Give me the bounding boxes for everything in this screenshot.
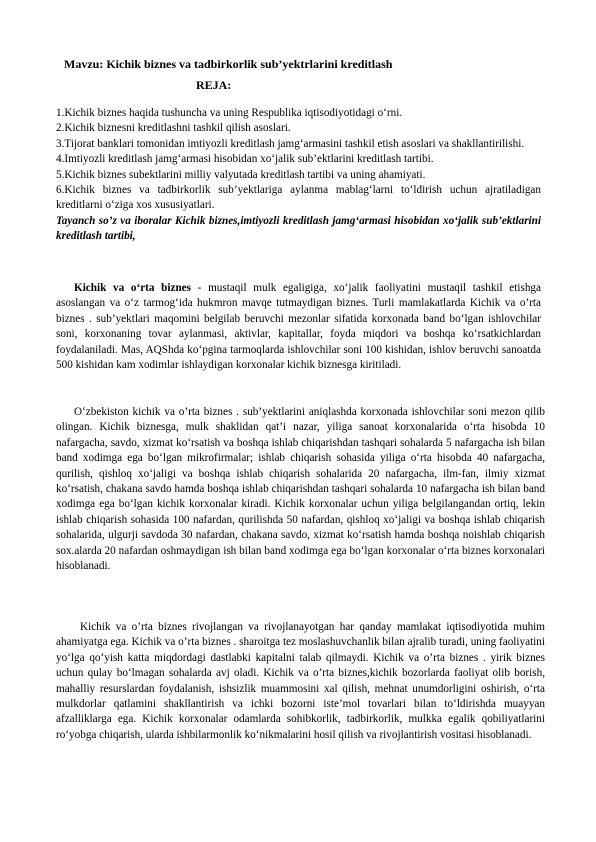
paragraph-2-text: O‘zbekiston kichik va o’rta biznes . sub’yektlarini aniqlashda korxonada ishlovchilar soni mezon qilib olingan. Kichik biznesga, mulk shaklidan qat’i nazar, yiliga sanoat korxonalarida o‘rta hisobda 10 nafargacha, savdo, xizmat ko‘rsatish va boshqa ishlab chiqarishdan tashqari sohalarda 5 nafargacha ish bilan band xodimga ega bo‘lgan mikrofirmalar; ishlab chiqarish sohasida yiliga o‘rta hisobda 40 nafargacha, qurilish, qishloq xo‘jaligi va boshqa ishlab chiqarish sohalarida 20 nafargacha, ilm-fan, ilmiy xizmat ko‘rsatish, chakana savdo hamda boshqa ishlab chiqarishdan tashqari sohalarda 10 nafargacha ish bilan band xodimga ega bo‘lgan kichik korxonalar kiradi. Kichik korxonalar uchun yiliga belgilangandan ortiq, lekin ishlab chiqarish sohasida 100 nafardan, qurilishda 50 nafardan, qishloq xo‘jaligi va boshqa ishlab chiqarish sohalarida, ulgurji savdoda 30 nafardan, chakana savdo, xizmat ko‘rsatish hamda boshqa noishlab chiqarish sox.alarda 20 nafardan oshmaydigan ish bilan band xodimga ega bo‘lgan korxonalar o‘rta biznes korxonalari hisoblanadi. <box>56 406 545 573</box>
plan-item: 6.Kichik biznes va tadbirkorlik sub’yektlariga aylanma mablag‘larni to‘ldirish uchun ajratiladigan kreditlarni o‘ziga xos xususiyatlari. <box>56 184 541 212</box>
paragraph-1 <box>56 281 541 373</box>
paragraph-3 <box>56 620 545 743</box>
plan-item: 5.Kichik biznes subektlarini milliy valyutada kreditlash tartibi va uning ahamiyati. <box>56 168 426 181</box>
key-terms: Tayanch so’z va iboralar Kichik biznes,imtiyozli kreditlash jamg‘armasi hisobidan xo‘jalik sub’ektlarini kreditlash tartibi, <box>56 214 541 243</box>
plan-item: 4.Imtiyozli kreditlash jamg‘armasi hisobidan xo‘jalik sub’ektlarini kreditlash tartibi. <box>56 153 434 166</box>
paragraph-1-term: Kichik va o‘rta biznes <box>74 282 191 294</box>
plan-item: 1.Kichik biznes haqida tushuncha va uning Respublika iqtisodiyotidagi o‘rni. <box>56 107 403 119</box>
paragraph-3-text: Kichik va o’rta biznes rivojlangan va rivojlanayotgan har qanday mamlakat iqtisodiyotida muhim ahamiyatga ega. Kichik va o’rta biznes . sharoitga tez moslashuvchanlik bilan ajralib turadi, uning faoliyatini yo‘lga qo‘yish katta miqdordagi dastlabki kapitalni talab qilmaydi. Kichik va o’rta biznes . yirik biznes uchun qulay bo‘lmagan sohalarda avj oladi. Kichik va o’rta biznes,kichik bozorlarda faoliyat olib borish, mahalliy resurslardan foydalanish, ishsizlik muammosini xal qilish, mehnat unumdorligini oshirish, o‘rta mulkdorlar qatlamini shakllantirish va ichki bozorni iste’mol tovarlari bilan to‘ldirishda muayyan afzalliklarga ega. Kichik korxonalar odamlarda sohibkorlik, tadbirkorlik, mulkka egalik qobiliyatlarini ro‘yobga chiqarish, ularda ishbilarmonlik ko‘nikmalarini hosil qilish va rivojlantirish vositasi hisoblanadi. <box>56 621 545 741</box>
plan-item: 3.Tijorat banklari tomonidan imtiyozli kreditlash jamg‘armasini tashkil etish asoslari va shakllantirilishi. <box>56 137 525 150</box>
paragraph-2 <box>56 405 545 574</box>
plan-item: 2.Kichik biznesni kreditlashni tashkil qilish asoslari. <box>56 122 291 135</box>
plan-heading: REJA: <box>196 78 232 92</box>
plan-list <box>56 106 541 245</box>
document-title: Mavzu: Kichik biznes va tadbirkorlik sub’yektrlarini kreditlash <box>64 57 393 71</box>
paragraph-1-text: - mustaqil mulk egaligiga, xo‘jalik faoliyatini mustaqil tashkil etishga asoslangan va o‘z tarmog‘ida hukmron mavqe tutmaydigan biznes. Turli mamlakatlarda Kichik va o’rta biznes . sub’yektlari maqomini belgilab beruvchi mezonlar sifatida korxonada band bo‘lgan ishlovchilar soni, korxonaning tovar aylanmasi, aktivlar, kapitallar, foyda miqdori va boshqa ko‘rsatkichlardan foydalaniladi. Mas, AQShda ko‘pgina tarmoqlarda ishlovchilar soni 100 kishidan, ishlov beruvchi sanoatda 500 kishidan kam xodimlar ishlaydigan korxonalar kichik biznesga kiritiladi. <box>56 282 541 372</box>
